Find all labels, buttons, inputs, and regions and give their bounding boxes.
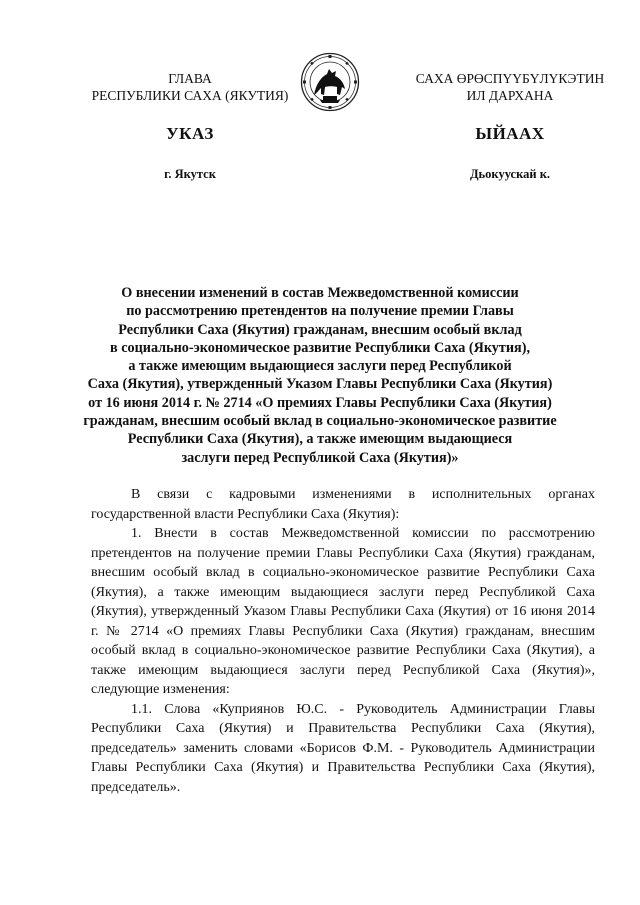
heading-line: по рассмотрению претендентов на получение премии Главы (126, 303, 514, 320)
decree-title-ru: УКАЗ (166, 124, 214, 143)
body-paragraph-item-1: 1. Внести в состав Межведомственной комиссии по рассмотрению претендентов на получение премии Главы Республики Саха (Якутия) гражданам, внесшим особый вклад в социально-экономическое развитие Республики Саха (Якутия), а также имеющим выдающиеся заслуги перед Республикой Саха (Якутия), утвержденный Указом Главы Республики Саха (Якутия) от 16 июня 2014 г. № 2714 «О премиях Главы Республики Саха (Якутия) гражданам, внесшим особый вклад в социально-экономическое развитие Республики Саха (Якутия), а также имеющим выдающиеся заслуги перед Республикой Саха (Якутия)», следующие изменения: (91, 526, 595, 697)
heading-line: О внесении изменений в состав Межведомственной комиссии (121, 285, 519, 301)
heading-line: от 16 июня 2014 г. № 2714 «О премиях Главы Республики Саха (Якутия) (88, 394, 552, 411)
header-right-line1: САХА ӨРӨСПҮҮБҮЛҮКЭТИН (415, 71, 605, 86)
heading-line: Саха (Якутия), утвержденный Указом Главы Республики Саха (Якутия) (87, 376, 553, 393)
header-right-line2: ИЛ ДАРХАНА (466, 88, 554, 103)
republic-emblem-icon (300, 52, 360, 112)
heading-line: в социально-экономическое развитие Республики Саха (Якутия), (110, 339, 530, 356)
heading-line: Республики Саха (Якутия), а также имеющим выдающиеся (127, 431, 513, 448)
heading-line: заслуги перед Республикой Саха (Якутия)» (181, 449, 459, 466)
body-paragraph-preamble: В связи с кадровыми изменениями в исполнительных органах государственной власти Республики Саха (Якутия): (91, 487, 595, 522)
header-left (70, 70, 310, 104)
header-right (385, 70, 635, 104)
heading-line: а также имеющим выдающиеся заслуги перед Республикой (128, 358, 512, 375)
decree-title-sah: ЫЙААХ (475, 124, 545, 143)
header-left-line1: ГЛАВА (168, 71, 212, 86)
decree-body (91, 485, 595, 797)
city-ru: г. Якутск (164, 167, 216, 181)
body-paragraph-item-1-1: 1.1. Слова «Куприянов Ю.С. - Руководитель Администрации Главы Республики Саха (Якутия) и Правительства Республики Саха (Якутия), председатель» заменить словами «Борисов Ф.М. - Руководитель Администрации Главы Республики Саха (Якутия) и Правительства Республики Саха (Якутия), председатель». (91, 701, 595, 795)
city-sah: Дьокуускай к. (469, 167, 551, 181)
heading-line: гражданам, внесшим особый вклад в социально-экономическое развитие (83, 413, 557, 430)
header-left-line2: РЕСПУБЛИКИ САХА (ЯКУТИЯ) (91, 88, 289, 103)
decree-heading (80, 284, 560, 467)
heading-line: Республики Саха (Якутия) гражданам, внесшим особый вклад (118, 321, 522, 338)
